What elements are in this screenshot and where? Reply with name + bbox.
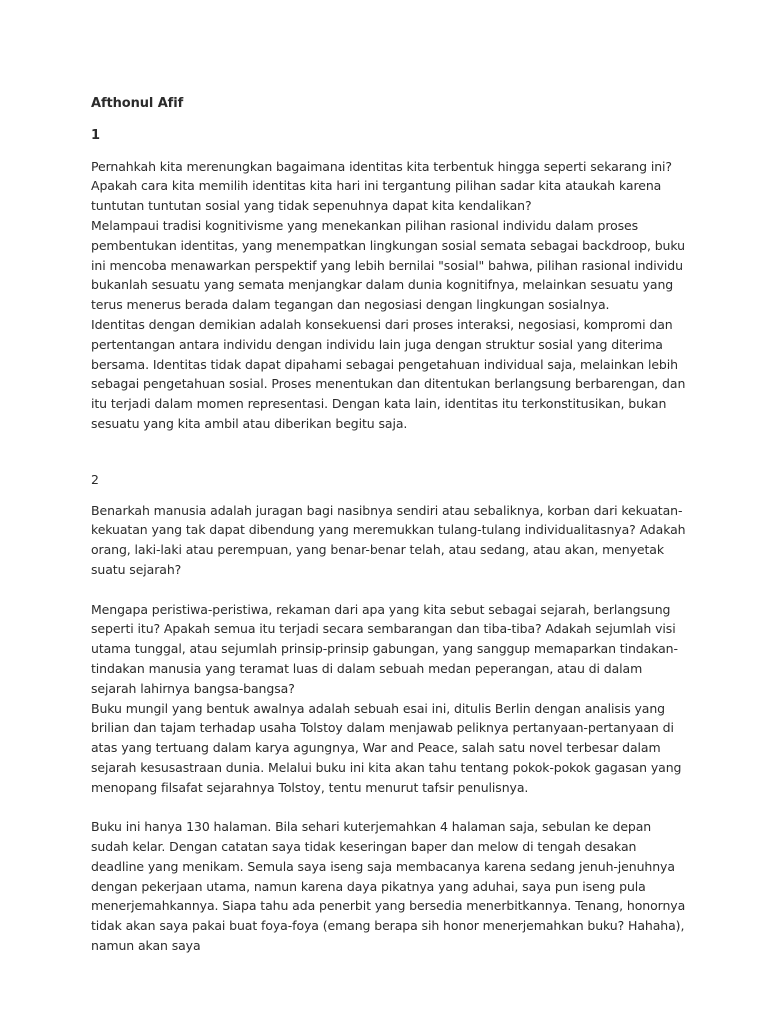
paragraph-2-3: Buku mungil yang bentuk awalnya adalah sebuah esai ini, ditulis Berlin dengan analisis yang brilian dan tajam terhadap usaha Tolstoy dalam menjawab peliknya pertanyaan-pertanyaan di atas yang tertuang dalam karya agungnya, War and Peace, salah satu novel terbesar dalam sejarah kesusastraan dunia. Melalui buku ini kita akan tahu tentang pokok-pokok gagasan yang menopang filsafat sejarahnya Tolstoy, tentu menurut tafsir penulisnya. — [91, 700, 682, 795]
spacer — [91, 434, 691, 470]
paragraph-2-4: Buku ini hanya 130 halaman. Bila sehari kuterjemahkan 4 halaman saja, sebulan ke depan sudah kelar. Dengan catatan saya tidak keseringan baper dan melow di tengah desakan deadline yang menikam. Semula saya iseng saja membacanya karena sedang jenuh-jenuhnya dengan pekerjaan utama, namun karena daya pikatnya yang aduhai, saya pun iseng pula menerjemahkannya. Siapa tahu ada penerbit yang bersedia menerbitkannya. Tenang, honornya tidak akan saya pakai buat foya-foya (emang berapa sih honor menerjemahkan buku? Hahaha), namun akan saya — [91, 819, 686, 954]
paragraph-1-3: Identitas dengan demikian adalah konsekuensi dari proses interaksi, negosiasi, kompromi dan pertentangan antara individu dengan individu lain juga dengan struktur sosial yang diterima bersama. Identitas tidak dapat dipahami sebagai pengetahuan individual saja, melainkan lebih sebagai pengetahuan sosial. Proses menentukan dan ditentukan berlangsung berbarengan, dan itu terjadi dalam momen representasi. Dengan kata lain, identitas itu terkonstitusikan, bukan sesuatu yang kita ambil atau diberikan begitu saja. — [91, 316, 686, 431]
paragraph-2-1: Benarkah manusia adalah juragan bagi nasibnya sendiri atau sebaliknya, korban dari kekuatan-kekuatan yang tak dapat dibendung yang meremukkan tulang-tulang individualitasnya? Adakah orang, laki-laki atau perempuan, yang benar-benar telah, atau sedang, atau akan, menyetak suatu sejarah? — [91, 502, 686, 577]
paragraph-1-2: Melampaui tradisi kognitivisme yang menekankan pilihan rasional individu dalam proses pembentukan identitas, yang menempatkan lingkungan sosial semata sebagai backdroop, buku ini mencoba menawarkan perspektif yang lebih bernilai "sosial" bahwa, pilihan rasional individu bukanlah sesuatu yang semata menjangkar dalam dunia kognitifnya, melainkan sesuatu yang terus menerus berada dalam tegangan dan negosiasi dengan lingkungan sosialnya. — [91, 217, 685, 313]
document-page — [91, 94, 691, 956]
paragraph-2-2: Mengapa peristiwa-peristiwa, rekaman dari apa yang kita sebut sebagai sejarah, berlangsung seperti itu? Apakah semua itu terjadi secara sembarangan dan tiba-tiba? Adakah sejumlah visi utama tunggal, atau sejumlah prinsip-prinsip gabungan, yang sanggup memaparkan tindakan-tindakan manusia yang teramat luas di dalam sebuah medan peperangan, atau di dalam sejarah lahirnya bangsa-bangsa? — [91, 601, 678, 696]
author-name: Afthonul Afif — [91, 96, 184, 111]
section-number-1: 1 — [91, 127, 100, 143]
section-number-2: 2 — [91, 471, 99, 487]
paragraph-1-1: Pernahkah kita merenungkan bagaimana identitas kita terbentuk hingga seperti sekarang ini? Apakah cara kita memilih identitas kita hari ini tergantung pilihan sadar kita ataukah karena tuntutan tuntutan sosial yang tidak sepenuhnya dapat kita kendalikan? — [91, 158, 672, 214]
spacer — [91, 580, 691, 600]
spacer — [91, 798, 691, 818]
